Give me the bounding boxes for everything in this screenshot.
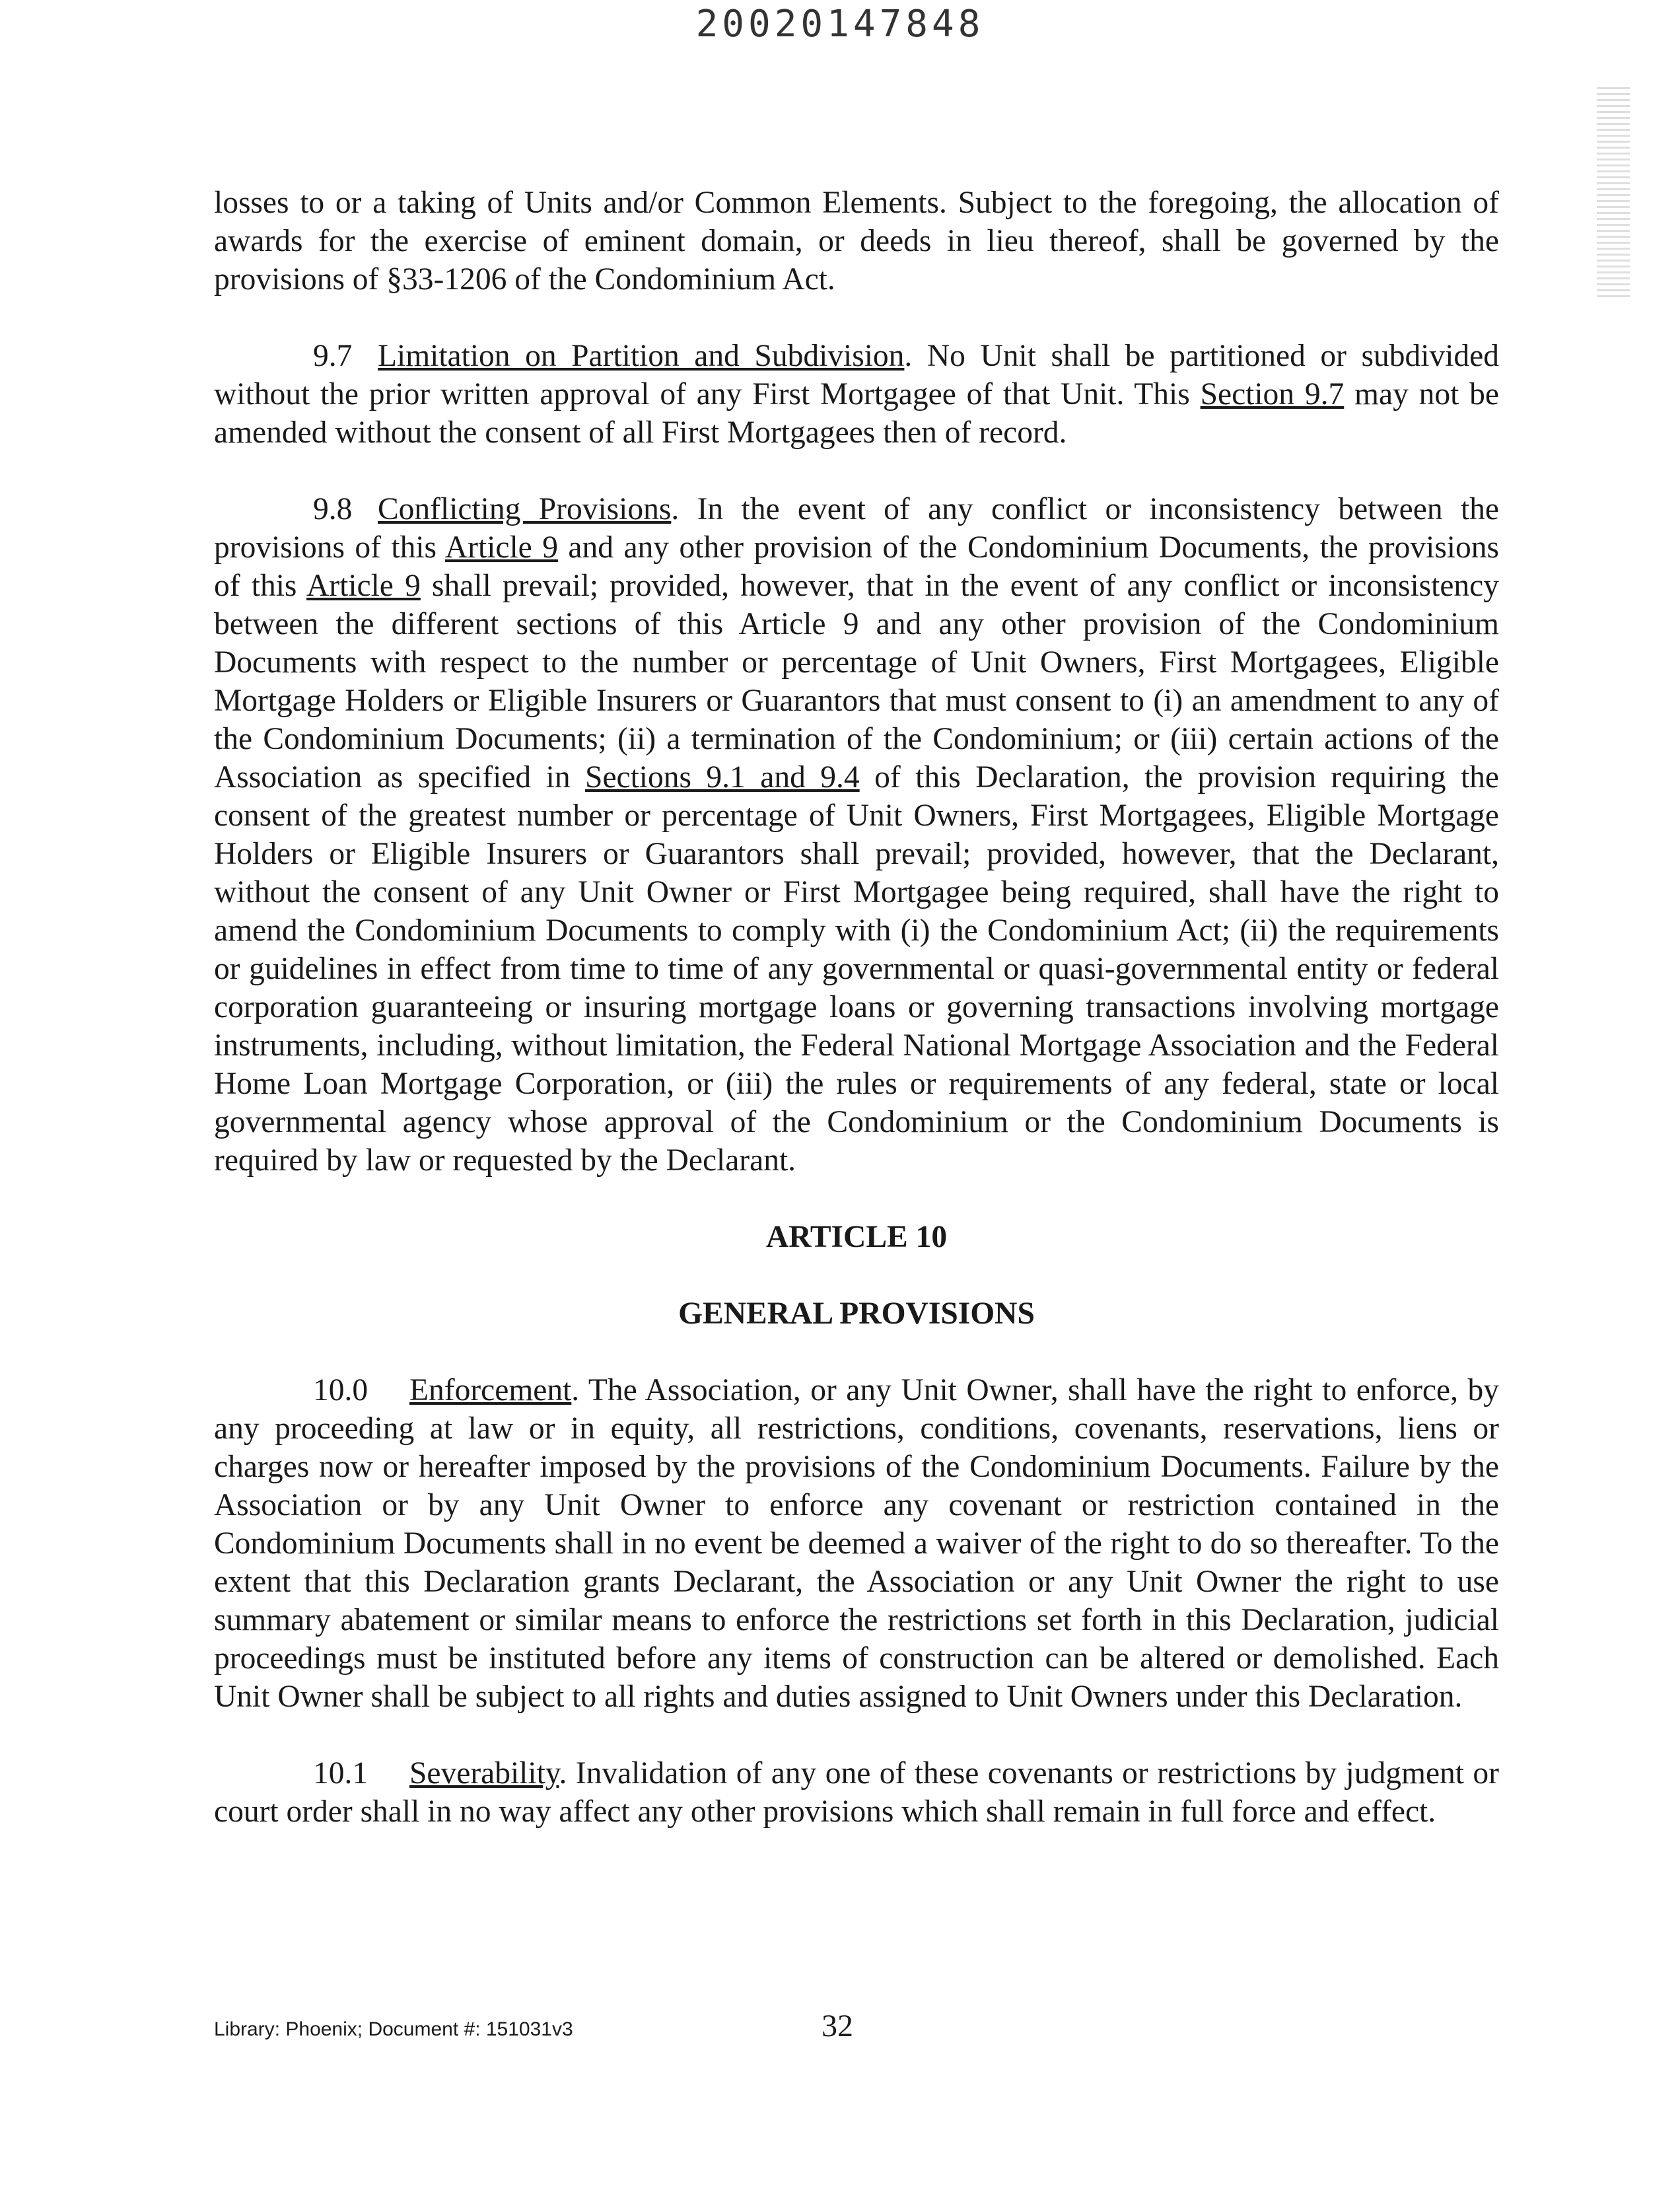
footer-library-reference: Library: Phoenix; Document #: 151031v3 <box>214 2018 573 2040</box>
document-number: 20020147848 <box>695 3 985 46</box>
section-9-7 <box>214 337 1499 452</box>
continued-paragraph: losses to or a taking of Units and/or Common Elements. Subject to the foregoing, the allocation of awards for the exercise of eminent domain, or deeds in lieu thereof, shall be governed by the provisions of §33-1206 of the Condominium Act. <box>214 186 1499 297</box>
section-title: Enforcement <box>409 1373 572 1407</box>
article-title: GENERAL PROVISIONS <box>678 1296 1035 1331</box>
margin-stamp-mark <box>1597 86 1630 297</box>
page-number: 32 <box>822 2008 853 2043</box>
section-title: Severability <box>409 1756 559 1790</box>
section-9-8 <box>214 490 1499 1180</box>
section-title: Conflicting Provisions <box>378 492 672 526</box>
section-10-1 <box>214 1754 1499 1831</box>
section-number: 9.8 <box>313 492 353 526</box>
cross-reference: Sections 9.1 and 9.4 <box>585 760 860 795</box>
section-number: 9.7 <box>313 339 353 373</box>
document-body <box>214 184 1499 1869</box>
section-text: and any other provision of the Condominium Documents, the provisions of this <box>214 530 1499 603</box>
section-text: . In the event of any conflict or inconsistency between the provisions of this <box>214 492 1499 565</box>
cross-reference: Article 9 <box>306 569 421 603</box>
section-number: 10.0 <box>313 1373 368 1407</box>
section-text: . Invalidation of any one of these covenants or restrictions by judgment or court order shall in no way affect any other provisions which shall remain in full force and effect. <box>214 1756 1499 1829</box>
section-title: Limitation on Partition and Subdivision <box>378 339 905 373</box>
section-text: may not be amended without the consent of all First Mortgagees then of record. <box>214 377 1499 450</box>
cross-reference: Article 9 <box>444 530 558 565</box>
section-10-0 <box>214 1371 1499 1716</box>
section-text: of this Declaration, the provision requiring the consent of the greatest number or percentage of Unit Owners, First Mortgagees, Eligible Mortgage Holders or Eligible Insurers or Guarantors shall prevail; provided, however, that the Declarant, without the consent of any Unit Owner or First Mortgagee being required, shall have the right to amend the Condominium Documents to comply with (i) the Condominium Act; (ii) the requirements or guidelines in effect from time to time of any governmental or quasi-governmental entity or federal corporation guaranteeing or insuring mortgage loans or governing transactions involving mortgage instruments, including, without limitation, the Federal National Mortgage Association and the Federal Home Loan Mortgage Corporation, or (iii) the rules or requirements of any federal, state or local governmental agency whose approval of the Condominium or the Condominium Documents is required by law or requested by the Declarant. <box>214 760 1500 1178</box>
article-heading: ARTICLE 10 <box>765 1220 948 1254</box>
section-text: . The Association, or any Unit Owner, shall have the right to enforce, by any proceeding at law or in equity, all restrictions, conditions, covenants, reservations, liens or charges now or hereafter imposed by the provisions of the Condominium Documents. Failure by the Association or by any Unit Owner to enforce any covenant or restriction contained in the Condominium Documents shall in no event be deemed a waiver of the right to do so thereafter. To the extent that this Declaration grants Declarant, the Association or any Unit Owner the right to use summary abatement or similar means to enforce the restrictions set forth in this Declaration, judicial proceedings must be instituted before any items of construction can be altered or demolished. Each Unit Owner shall be subject to all rights and duties assigned to Unit Owners under this Declaration. <box>214 1373 1499 1714</box>
section-text: shall prevail; provided, however, that in the event of any conflict or inconsistency between the different sections of this Article 9 and any other provision of the Condominium Documents with respect to the number or percentage of Unit Owners, First Mortgagees, Eligible Mortgage Holders or Eligible Insurers or Guarantors that must consent to (i) an amendment to any of the Condominium Documents; (ii) a termination of the Condominium; or (iii) certain actions of the Association as specified in <box>214 569 1499 795</box>
section-text: . No Unit shall be partitioned or subdivided without the prior written approval of any First Mortgagee of that Unit. This <box>214 339 1499 411</box>
section-number: 10.1 <box>313 1756 368 1790</box>
cross-reference: Section 9.7 <box>1200 377 1345 411</box>
